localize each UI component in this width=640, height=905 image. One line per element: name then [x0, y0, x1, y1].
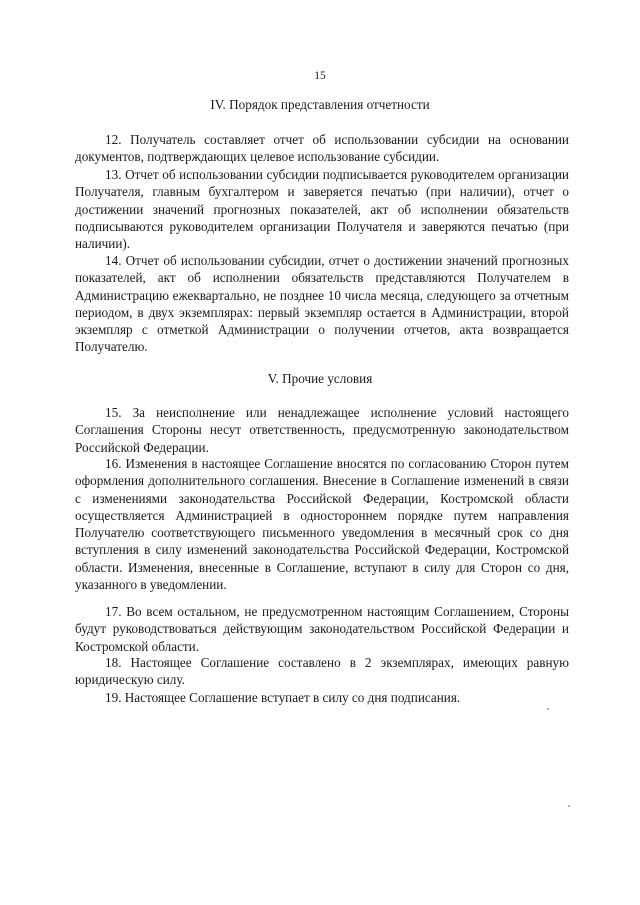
paragraph-15: 15. За неисполнение или ненадлежащее исполнение условий настоящего Соглашения Стороны несут ответственность, предусмотренную законодательством Российской Федерации. [75, 405, 569, 455]
paragraph-13: 13. Отчет об использовании субсидии подписывается руководителем организации Получателя, главным бухгалтером и заверяется печатью (при наличии), отчет о достижении значений прогнозных показателей, акт об исполнении обязательств подписываются руководителем организации Получателя и заверяются печатью (при наличии). [75, 167, 569, 252]
scan-speck [547, 708, 549, 710]
scan-speck [568, 805, 570, 807]
page-number: 15 [314, 70, 326, 82]
paragraph-14: 14. Отчет об использовании субсидии, отчет о достижении значений прогнозных показателей, акт об исполнении обязательств представляются Получателем в Администрацию ежеквартально, не позднее 10 числа месяца, следующего за отчетным периодом, в двух экземплярах: первый экземпляр остается в Администрации, второй экземпляр с отметкой Администрации о получении отчетов, акта возвращается Получателю. [75, 253, 569, 355]
paragraph-19: 19. Настоящее Соглашение вступает в силу со дня подписания. [105, 690, 461, 705]
section-heading-reporting: IV. Порядок представления отчетности [210, 97, 430, 112]
paragraph-12: 12. Получатель составляет отчет об использовании субсидии на основании документов, подтверждающих целевое использование субсидии. [75, 132, 569, 165]
section-heading-other-terms: V. Прочие условия [267, 371, 373, 386]
paragraph-16: 16. Изменения в настоящее Соглашение вносятся по согласованию Сторон путем оформления дополнительного соглашения. Внесение в Соглашение изменений в связи с изменениями законодательства Российской Федерации, Костромской области осуществляется Администрацией в одностороннем порядке путем направления Получателю соответствующего письменного уведомления в месячный срок со дня вступления в силу изменений законодательства Российской Федерации, Костромской области. Изменения, внесенные в Соглашение, вступают в силу для Сторон со дня, указанного в уведомлении. [75, 456, 569, 593]
paragraph-18: 18. Настоящее Соглашение составлено в 2 экземплярах, имеющих равную юридическую силу. [75, 655, 569, 688]
paragraph-17: 17. Во всем остальном, не предусмотренном настоящим Соглашением, Стороны будут руководствоваться действующим законодательством Российской Федерации и Костромской области. [75, 604, 569, 654]
